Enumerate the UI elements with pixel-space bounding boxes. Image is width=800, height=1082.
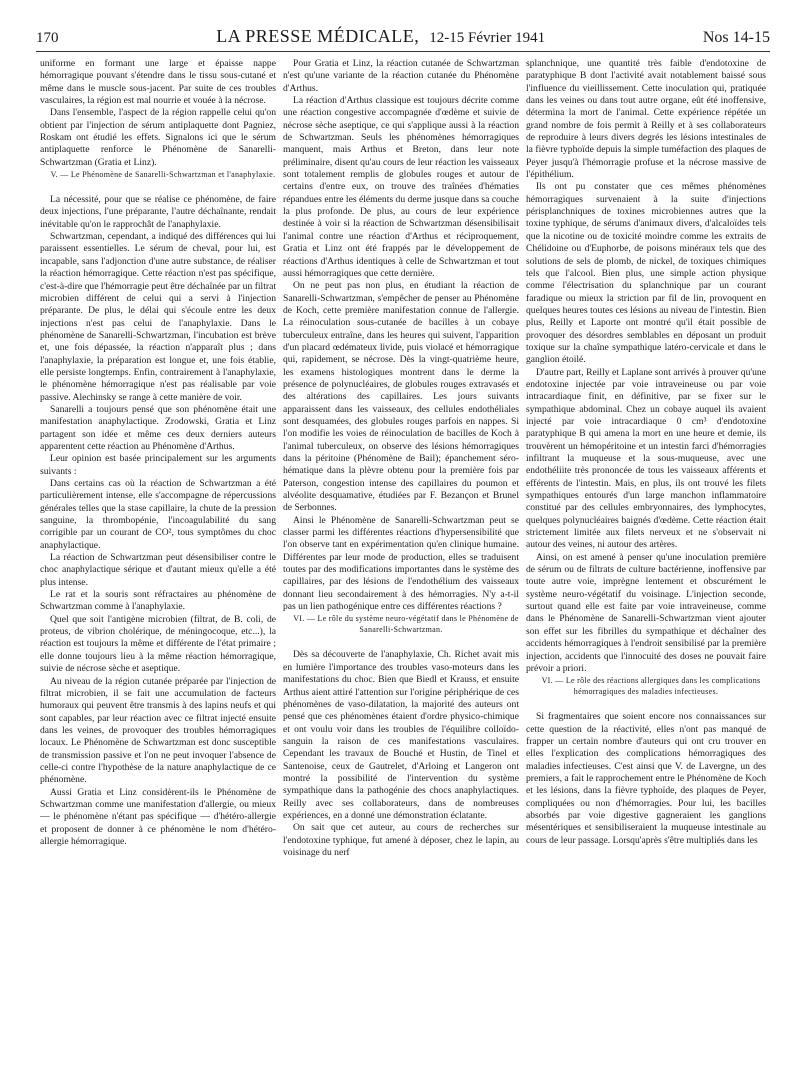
column-2 [283, 58, 519, 859]
paragraph: Aussi Gratia et Linz considèrent-ils le Phénomène de Schwartzman comme une manifestation d'allergie, ou mieux — le phénomène n'étant pas spécifique — d'hétéro-allergie et proposent de donner à ce phénomène le nom d'hétéro-allergie hémorragique. [40, 786, 276, 847]
paragraph: La réaction de Schwartzman peut désensibiliser contre le choc anaphylactique sérique et d'autant mieux qu'elle a été plus intense. [40, 552, 276, 588]
paragraph: Si fragmentaires que soient encore nos connaissances sur cette question de la réactivité, elles n'ont pas manqué de frapper un certain nombre d'auteurs qui ont cru trouver en elles l'explication des complications hémorragiques des maladies infectieuses. C'est ainsi que V. de Lavergne, un des premiers, a fait le rapprochement entre le Phénomène de Koch et les lésions, dans la fièvre typhoïde, des plaques de Peyer, compliquées ou non d'hémorragies. Pour lui, les bacilles absorbés par voie digestive gagneraient les ganglions mésentériques et sensibiliseraient la muqueuse intestinale au cours de leur passage. Lorsqu'après s'être multipliés dans les [526, 711, 766, 846]
paragraph: Dans certains cas où la réaction de Schwartzman a été particulièrement intense, elle s'accompagne de répercussions générales telles que la stase capillaire, la chute de la pression sanguine, la thrombopénie, l'incoagulabilité du sang corrigible par un courant de CO², tous symptômes du choc anaphylactique. [40, 478, 276, 551]
header-center [216, 26, 545, 47]
column-1 [40, 58, 276, 848]
page-number: 170 [36, 30, 59, 46]
paragraph: D'autre part, Reilly et Laplane sont arrivés à prouver qu'une endotoxine injectée par voie intraveineuse ou par voie intracardiaque finit, en définitive, par se fixer sur le sympathique abdominal. Chez un cobaye auquel ils avaient injecté par voie intracardiaque 0 cm³ d'endotoxine paratyphique B qui amena la mort en une heure et demie, ils trouvèrent un hémopéritoine et un intestin farci d'hémorragies infiltrant la muqueuse et la sous-muqueuse, avec une endothéliite très prononcée de tous les vaisseaux afférents et efférents de l'intestin. Mais, en plus, ils ont trouvé les filets sympathiques entourés d'un large manchon inflammatoire constitué par des cellules embryonnaires, des lymphocytes, quelques polynucléaires baignés d'œdème. Cette réaction était strictement limitée aux filets nerveux et ne s'observait ni autour des veines, ni autour des artères. [526, 366, 766, 551]
paragraph: Ils ont pu constater que ces mêmes phénomènes hémorragiques survenaient à la suite d'injections périsplanchniques de toxines microbiennes autres que la toxine typhique, de sérums d'animaux divers, d'alcaloïdes tels que la nicotine ou de toxicité moindre comme les extraits de Chélidoine ou d'Euphorbe, de poisons minéraux tels que des solutions de sels de plomb, de nickel, de toxiques chimiques tels que l'alcool. Bien plus, une simple action physique comme l'électrisation du splanchnique par un courant faradique ou mieux la striction par fil de lin, provoquent en quelques heures toutes ces lésions au niveau de l'intestin. Bien plus, Reilly et Laporte ont montré qu'il était possible de provoquer des désordres semblables en déposant un produit toxique sur la chaîne sympathique latéro-cervicale et dans le ganglion étoilé. [526, 181, 766, 366]
paragraph: Sanarelli a toujours pensé que son phénomène était une manifestation anaphylactique. Zrodowski, Gratia et Linz partagent son idée et même ces deux derniers auteurs apparentent cette réaction au Phénomène d'Arthus. [40, 403, 276, 452]
paragraph: Le rat et la souris sont réfractaires au phénomène de Schwartzman comme à l'anaphylaxie. [40, 589, 276, 613]
paragraph: On sait que cet auteur, au cours de recherches sur l'endotoxine typhique, fut amené à déposer, chez le lapin, au voisinage du nerf [283, 822, 519, 858]
paragraph: Ainsi, on est amené à penser qu'une inoculation première de sérum ou de filtrats de culture bactérienne, inoffensive par toute autre voie, imprègne lentement et obscurément le système neuro-végétatif du voisinage. L'injection seconde, surtout quand elle est faite par voie intraveineuse, comme dans le Phénomène de Sanarelli-Schwartzman vient ajouter son effet sur les fibrilles du sympathique et déchaîner des accidents hémorragiques à l'endroit sensibilisé par la première injection, accidents que l'innocuité des doses ne pouvait faire prévoir a priori. [526, 551, 766, 674]
journal-title: LA PRESSE MÉDICALE, [216, 26, 420, 46]
paragraph: splanchnique, une quantité très faible d'endotoxine de paratyphique B dont l'activité avait notablement baissé sous l'influence du vieillissement. Cette inoculation qui, pratiquée dans les veines ou dans tout autre organe, eût été inoffensive, détermina la mort de l'animal. Cette expérience répétée un grand nombre de fois permit à Reilly et à ses collaborateurs de reproduire à leurs divers degrés les lésions intestinales de la fièvre typhoïde depuis la simple tuméfaction des plaques de Peyer jusqu'à l'hémorragie profuse et la nécrose massive de l'épithélium. [526, 58, 766, 181]
paragraph: Pour Gratia et Linz, la réaction cutanée de Schwartzman n'est qu'une variante de la réaction cutanée du Phénomène d'Arthus. [283, 58, 519, 94]
paragraph: La nécessité, pour que se réalise ce phénomène, de faire deux injections, l'une préparante, l'autre déchaînante, rendait inévitable qu'on le rapprochât de l'anaphylaxie. [40, 194, 276, 230]
paragraph: Dès sa découverte de l'anaphylaxie, Ch. Richet avait mis en lumière l'importance des troubles vaso-moteurs dans les manifestations du choc. Bien que Biedl et Krauss, et ensuite Arthus aient attiré l'attention sur l'origine périphérique de ces phénomènes de vaso-dilatation, la majorité des auteurs ont pensé que ces phénomènes étaient d'ordre physico-chimique et ont voulu voir dans les troubles de l'équilibre colloïdo-sanguin la raison de ces manifestations vasculaires. Cependant les travaux de Bouché et Hustin, de Tinel et Santenoise, ceux de Gautrelet, d'Arloing et Langeron ont montré la possibilité de l'intervention du système sympathique dans la pathogénie des chocs anaphylactiques. Reilly avec ses collaborateurs, dans de nombreuses expériences, en a donné une démonstration éclatante. [283, 649, 519, 821]
paragraph: Quel que soit l'antigène microbien (filtrat, de B. coli, de proteus, de vibrion cholérique, de méningocoque, etc...), la réaction est toujours la même et différente de l'état primaire ; elle donne toujours lieu à la même réaction hémorragique, suivie de nécrose sèche et aseptique. [40, 613, 276, 675]
paragraph: Schwartzman, cependant, a indiqué des différences qui lui paraissent essentielles. Le sérum de cheval, pour lui, est incapable, sans l'adjonction d'une autre substance, de réaliser la réaction hémorragique. Cette réaction n'est pas spécifique, c'est-à-dire que l'hémorragie peut être déchaînée par un filtrat microbien différent de celui qui a servi à l'injection préparante. De plus, le délai qui s'écoule entre les deux injections n'est pas celui de l'anaphylaxie. Dans le phénomène de Sanarelli-Schwartzman, l'incubation est brève et, une fois dépassée, la réaction n'apparaît plus ; dans l'anaphylaxie, la préparation est longue et, une fois établie, elle persiste longtemps. Enfin, contrairement à l'anaphylaxie, le phénomène hémorragique n'est pas réalisable par voie passive. Alechinsky se range à cette manière de voir. [40, 231, 276, 403]
paragraph: Leur opinion est basée principalement sur les arguments suivants : [40, 453, 276, 477]
paragraph: On ne peut pas non plus, en étudiant la réaction de Sanarelli-Schwartzman, s'empêcher de penser au Phénomène de Koch, cette première manifestation connue de l'allergie. La réinoculation sous-cutanée de bacilles à un cobaye tuberculeux entraîne, dans les heures qui suivent, l'apparition d'un placard œdémateux livide, puis violacé et hémorragique qui, rapidement, se nécrose. Dès la vingt-quatrième heure, les examens histologiques montrent dans le derme la présence de polynucléaires, de globules rouges extravasés et des altérations des capillaires. Les jours suivants apparaissent dans les vaisseaux, des cellules endothéliales sont desquamées, des globules rouges parfois en nappes. Si l'on modifie les voies de réinoculation de bacilles de Koch à l'animal tuberculeux, on observe des lésions hémorragiques dans la péritoine (Phénomène de Bail); épanchement séro-hématique dans la plèvre obtenu pour la première fois par Paterson, congestion intense des capillaires du poumon et alvéolite desquamative, étudiées par F. Bezançon et Brunel de Serbonnes. [283, 280, 519, 514]
section-heading: VI. — Le rôle du système neuro-végétatif dans le Phénomène de Sanarelli-Schwartzman. [293, 614, 519, 635]
paragraph: Ainsi le Phénomène de Sanarelli-Schwartzman peut se classer parmi les différentes réactions d'hypersensibilité que l'on observe tant en expérimentation qu'en clinique humaine. Différentes par leur mode de production, elles se traduisent toutes par des modifications importantes dans le système des capillaires, par des lésions de l'endothélium des vaisseaux donnant lieu secondairement à des hémorragies. N'y a-t-il pas un lien pathogénique entre ces différentes réactions ? [283, 514, 519, 613]
section-heading: V. — Le Phénomène de Sanarelli-Schwartzman et l'anaphylaxie. [50, 170, 276, 180]
section-heading: VI. — Le rôle des réactions allergiques dans les complications hémorragiques des maladies infectieuses. [541, 676, 761, 697]
paragraph: La réaction d'Arthus classique est toujours décrite comme une réaction congestive accompagnée d'œdème et suivie de nécrose sèche aseptique, ce qui s'applique aussi à la réaction de Schwartzman. Seuls les phénomènes hémorragiques manquent, mais Arthus et Breton, dans leur note préliminaire, disent qu'au cours de leur réaction les vaisseaux sont totalement remplis de globules rouges et autour de certains d'entre eux, on trouve des traînées d'hématies répandues entre les éléments du derme jusque dans sa couche la plus profonde. De plus, au cours de leur expérience destinée à voir si la réaction de Schwartzman désensibilisait l'animal contre une réaction d'Arthus et réciproquement, Gratia et Linz ont été frappés par le développement de réactions d'Arthus identiques à celle de Schwartzman et tout aussi hémorragiques que cette dernière. [283, 95, 519, 279]
page-header [36, 22, 770, 52]
issue-number: Nos 14-15 [702, 29, 770, 46]
paragraph: Au niveau de la région cutanée préparée par l'injection de filtrat microbien, il se fait une accumulation de facteurs humoraux qui peuvent être transmis à des lapins neufs et qui sont capables, par leur réaction avec ce filtrat injecté ensuite dans les veines, de provoquer des troubles hémorragiques locaux. Le Phénomène de Schwartzman est donc susceptible de transmission passive et l'on ne peut invoquer l'absence de celle-ci contre l'hypothèse de la nature anaphylactique de ce phénomène. [40, 675, 276, 786]
column-3 [526, 58, 766, 847]
paragraph: uniforme en formant une large et épaisse nappe hémorragique pouvant s'étendre dans le tissu sous-cutané et même dans le muscle sous-jacent. Par suite de ces troubles vasculaires, la région est mal nourrie et vouée à la nécrose. [40, 58, 276, 107]
issue-date: 12-15 Février 1941 [429, 30, 546, 46]
paragraph: Dans l'ensemble, l'aspect de la région rappelle celui qu'on obtient par l'injection de sérum antiplaquette dont Pagniez, Roskam ont étudié les effets. Signalons ici que le sérum antiplaquette renforce le Phénomène de Sanarelli-Schwartzman (Gratia et Linz). [40, 107, 276, 168]
